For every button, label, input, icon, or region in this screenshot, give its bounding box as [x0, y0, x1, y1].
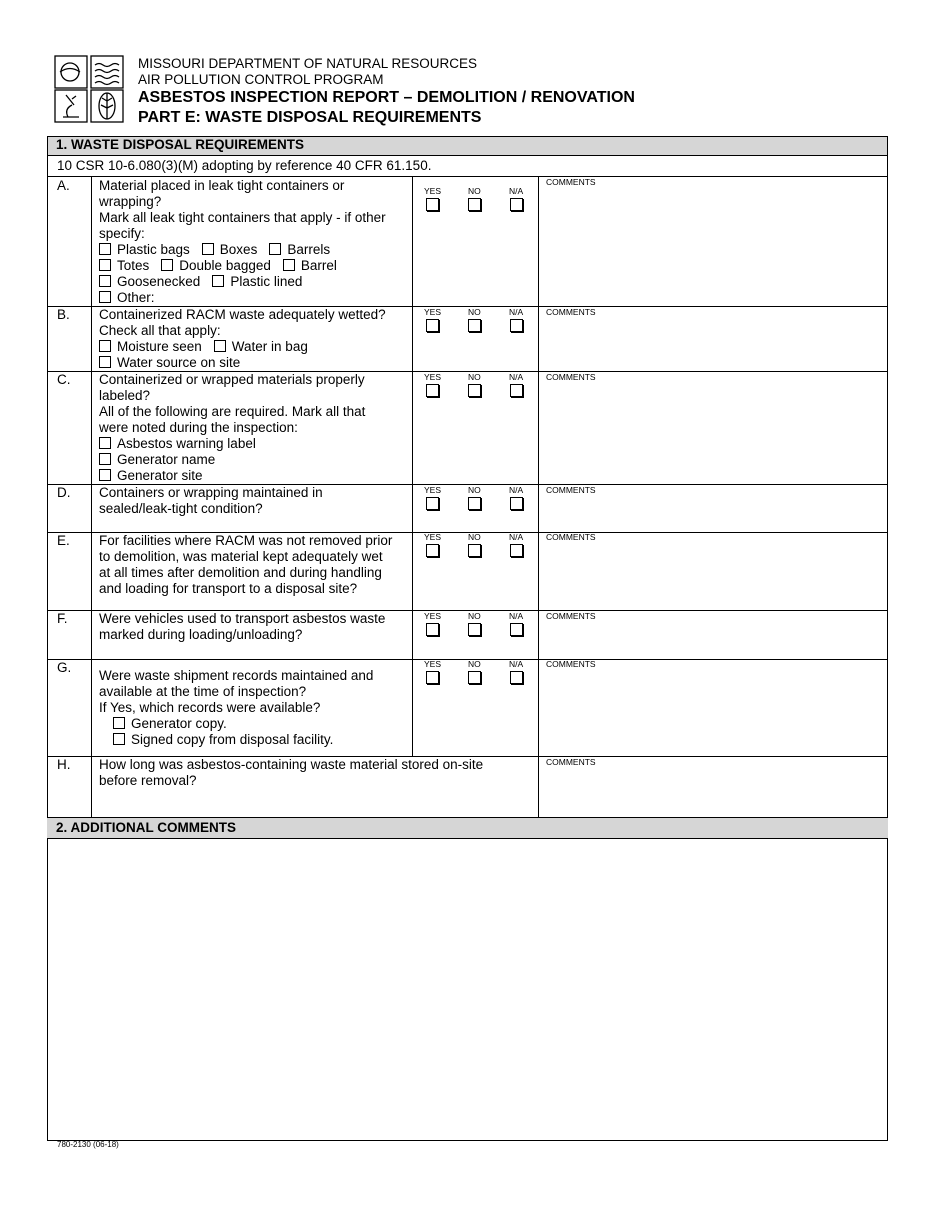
report-subtitle: PART E: WASTE DISPOSAL REQUIREMENTS	[138, 109, 482, 126]
row-g-yes-checkbox[interactable]	[426, 671, 439, 684]
row-f-yes-label: YES	[424, 611, 442, 621]
row-d-yes-label: YES	[424, 485, 442, 495]
agency-name: MISSOURI DEPARTMENT OF NATURAL RESOURCES	[138, 56, 478, 71]
row-d-comments-label: COMMENTS	[546, 485, 596, 495]
row-a-yes-label: YES	[424, 186, 442, 196]
row-e-yes-checkbox[interactable]	[426, 544, 439, 557]
row-h-comments-label: COMMENTS	[546, 757, 596, 767]
additional-comments-field[interactable]	[48, 839, 887, 1140]
water-in-bag-checkbox[interactable]	[214, 340, 226, 352]
water-source-checkbox[interactable]	[99, 356, 111, 368]
other-checkbox[interactable]	[99, 291, 111, 303]
row-c-comments-label: COMMENTS	[546, 372, 596, 382]
row-f-no-checkbox[interactable]	[468, 623, 481, 636]
row-b-no-label: NO	[468, 307, 481, 317]
row-d-no-checkbox[interactable]	[468, 497, 481, 510]
row-d-no-label: NO	[468, 485, 481, 495]
row-b-no-checkbox[interactable]	[468, 319, 481, 332]
row-e-comments-label: COMMENTS	[546, 532, 596, 542]
row-g-na-label: N/A	[509, 659, 524, 669]
row-c-na-checkbox[interactable]	[510, 384, 523, 397]
row-a-yes-checkbox[interactable]	[426, 198, 439, 211]
boxes-checkbox[interactable]	[202, 243, 214, 255]
row-a-na-checkbox[interactable]	[510, 198, 523, 211]
row-g-na-checkbox[interactable]	[510, 671, 523, 684]
plastic-lined-checkbox[interactable]	[212, 275, 224, 287]
row-g-no-label: NO	[468, 659, 481, 669]
row-e-no-label: NO	[468, 532, 481, 542]
row-c-letter: C.	[57, 372, 71, 387]
moisture-seen-checkbox[interactable]	[99, 340, 111, 352]
row-b-na-label: N/A	[509, 307, 524, 317]
row-e-letter: E.	[57, 533, 70, 548]
logo-air-tile	[55, 56, 87, 88]
row-a-comments-label: COMMENTS	[546, 177, 596, 187]
barrel-checkbox[interactable]	[283, 259, 295, 271]
row-f-na-checkbox[interactable]	[510, 623, 523, 636]
regulation-reference: 10 CSR 10-6.080(3)(M) adopting by reference 40 CFR 61.150.	[57, 158, 432, 173]
asbestos-warning-label-checkbox[interactable]	[99, 437, 111, 449]
row-g-letter: G.	[57, 660, 72, 675]
row-d-yes-checkbox[interactable]	[426, 497, 439, 510]
row-b-na-checkbox[interactable]	[510, 319, 523, 332]
row-f-yes-checkbox[interactable]	[426, 623, 439, 636]
row-c-question: Containerized or wrapped materials properly labeled? All of the following are required. Mark all that were noted during the inspection: Asbestos warning label Generator name Generator site	[99, 372, 366, 483]
row-e-na-label: N/A	[509, 532, 524, 542]
row-f-comments-label: COMMENTS	[546, 611, 596, 621]
row-e-no-checkbox[interactable]	[468, 544, 481, 557]
row-b-letter: B.	[57, 307, 70, 322]
row-d-letter: D.	[57, 485, 71, 500]
row-f-letter: F.	[57, 611, 68, 626]
goosenecked-checkbox[interactable]	[99, 275, 111, 287]
signed-copy-checkbox[interactable]	[113, 733, 125, 745]
row-g-comments-label: COMMENTS	[546, 659, 596, 669]
row-d-na-checkbox[interactable]	[510, 497, 523, 510]
row-c-no-checkbox[interactable]	[468, 384, 481, 397]
row-c-yes-label: YES	[424, 372, 442, 382]
plastic-bags-checkbox[interactable]	[99, 243, 111, 255]
section2-heading: 2. ADDITIONAL COMMENTS	[47, 818, 888, 838]
section1-heading: 1. WASTE DISPOSAL REQUIREMENTS	[47, 136, 888, 155]
row-e-yes-label: YES	[424, 532, 442, 542]
barrels-checkbox[interactable]	[269, 243, 281, 255]
generator-site-checkbox[interactable]	[99, 469, 111, 481]
row-e-question: For facilities where RACM was not removed prior to demolition, was material kept adequately wet at all times after demolition and during handling and loading for transport to a disposal site?	[99, 533, 393, 596]
report-title: ASBESTOS INSPECTION REPORT – DEMOLITION / RENOVATION	[138, 89, 635, 106]
double-bagged-checkbox[interactable]	[161, 259, 173, 271]
row-a-na-label: N/A	[509, 186, 524, 196]
row-d-question: Containers or wrapping maintained in sealed/leak-tight condition?	[99, 485, 323, 516]
row-h-question: How long was asbestos-containing waste material stored on-site before removal?	[99, 757, 484, 788]
row-e-na-checkbox[interactable]	[510, 544, 523, 557]
row-a-no-checkbox[interactable]	[468, 198, 481, 211]
row-h-letter: H.	[57, 757, 71, 772]
row-f-na-label: N/A	[509, 611, 524, 621]
row-a-no-label: NO	[468, 186, 481, 196]
row-b-yes-label: YES	[424, 307, 442, 317]
row-b-question: Containerized RACM waste adequately wetted? Check all that apply: Moisture seen Water in bag Water source on site	[99, 307, 386, 370]
row-c-no-label: NO	[468, 372, 481, 382]
row-b-comments-label: COMMENTS	[546, 307, 596, 317]
generator-copy-checkbox[interactable]	[113, 717, 125, 729]
generator-name-checkbox[interactable]	[99, 453, 111, 465]
program-name: AIR POLLUTION CONTROL PROGRAM	[138, 72, 384, 87]
row-b-yes-checkbox[interactable]	[426, 319, 439, 332]
row-g-question: Were waste shipment records maintained and available at the time of inspection? If Yes, which records were available? Generator copy. Signed copy from disposal facility.	[99, 668, 374, 747]
row-d-na-label: N/A	[509, 485, 524, 495]
dnr-logo	[54, 55, 124, 123]
row-c-yes-checkbox[interactable]	[426, 384, 439, 397]
row-c-na-label: N/A	[509, 372, 524, 382]
row-a-question: Material placed in leak tight containers or wrapping? Mark all leak tight containers that apply - if other specify: Plastic bags Boxes Barrels Totes Double bagged Barrel Goosenecked Plastic lined Other:	[99, 178, 386, 305]
row-g-no-checkbox[interactable]	[468, 671, 481, 684]
totes-checkbox[interactable]	[99, 259, 111, 271]
row-f-question: Were vehicles used to transport asbestos waste marked during loading/unloading?	[99, 611, 386, 642]
row-a-letter: A.	[57, 178, 70, 193]
form-number: 780-2130 (06-18)	[57, 1140, 119, 1149]
row-f-no-label: NO	[468, 611, 481, 621]
row-g-yes-label: YES	[424, 659, 442, 669]
